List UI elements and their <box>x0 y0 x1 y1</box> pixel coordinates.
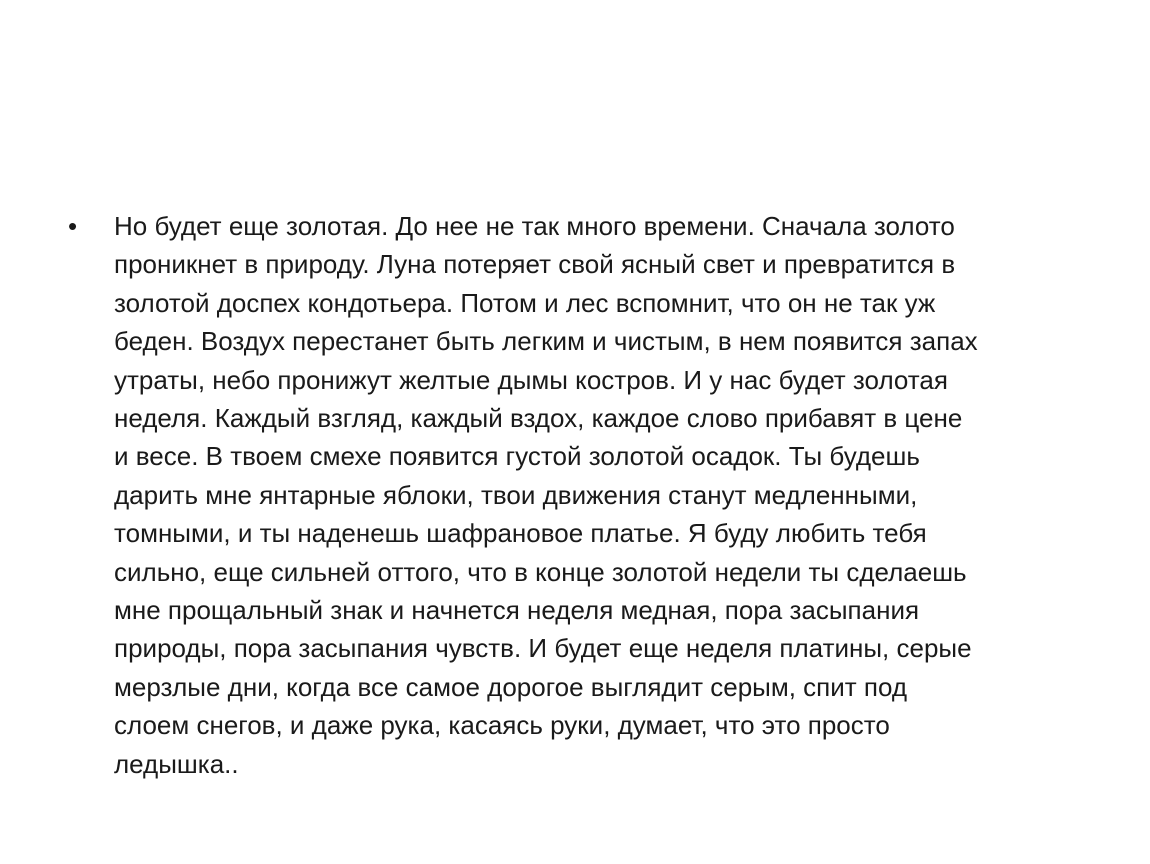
text-line: слоем снегов, и даже рука, касаясь руки, думает, что это просто <box>114 710 890 741</box>
text-line: золотой доспех кондотьера. Потом и лес вспомнит, что он не так уж <box>114 287 936 318</box>
text-line: мерзлые дни, когда все самое дорогое выглядит серым, спит под <box>114 671 908 702</box>
text-line: проникнет в природу. Луна потеряет свой ясный свет и превратится в <box>114 249 956 280</box>
text-line: дарить мне янтарные яблоки, твои движения станут медленными, <box>114 479 918 510</box>
paragraph-text <box>114 207 1086 783</box>
text-line: ледышка.. <box>114 748 239 779</box>
text-line: мне прощальный знак и начнется неделя медная, пора засыпания <box>114 595 920 626</box>
text-line: беден. Воздух перестанет быть легким и чистым, в нем появится запах <box>114 326 978 357</box>
text-line: Но будет еще золотая. До нее не так много времени. Сначала золото <box>114 211 955 241</box>
text-line: утраты, небо пронижут желтые дымы костров. И у нас будет золотая <box>114 364 948 395</box>
text-line: природы, пора засыпания чувств. И будет еще неделя платины, серые <box>114 633 972 664</box>
bullet-marker: • <box>68 211 78 241</box>
bullet-item <box>66 207 1086 783</box>
text-line: и весе. В твоем смехе появится густой золотой осадок. Ты будешь <box>114 441 920 472</box>
text-line: сильно, еще сильней оттого, что в конце золотой недели ты сделаешь <box>114 556 967 587</box>
text-line: томными, и ты наденешь шафрановое платье. Я буду любить тебя <box>114 518 927 549</box>
text-line: неделя. Каждый взгляд, каждый вздох, каждое слово прибавят в цене <box>114 403 963 434</box>
